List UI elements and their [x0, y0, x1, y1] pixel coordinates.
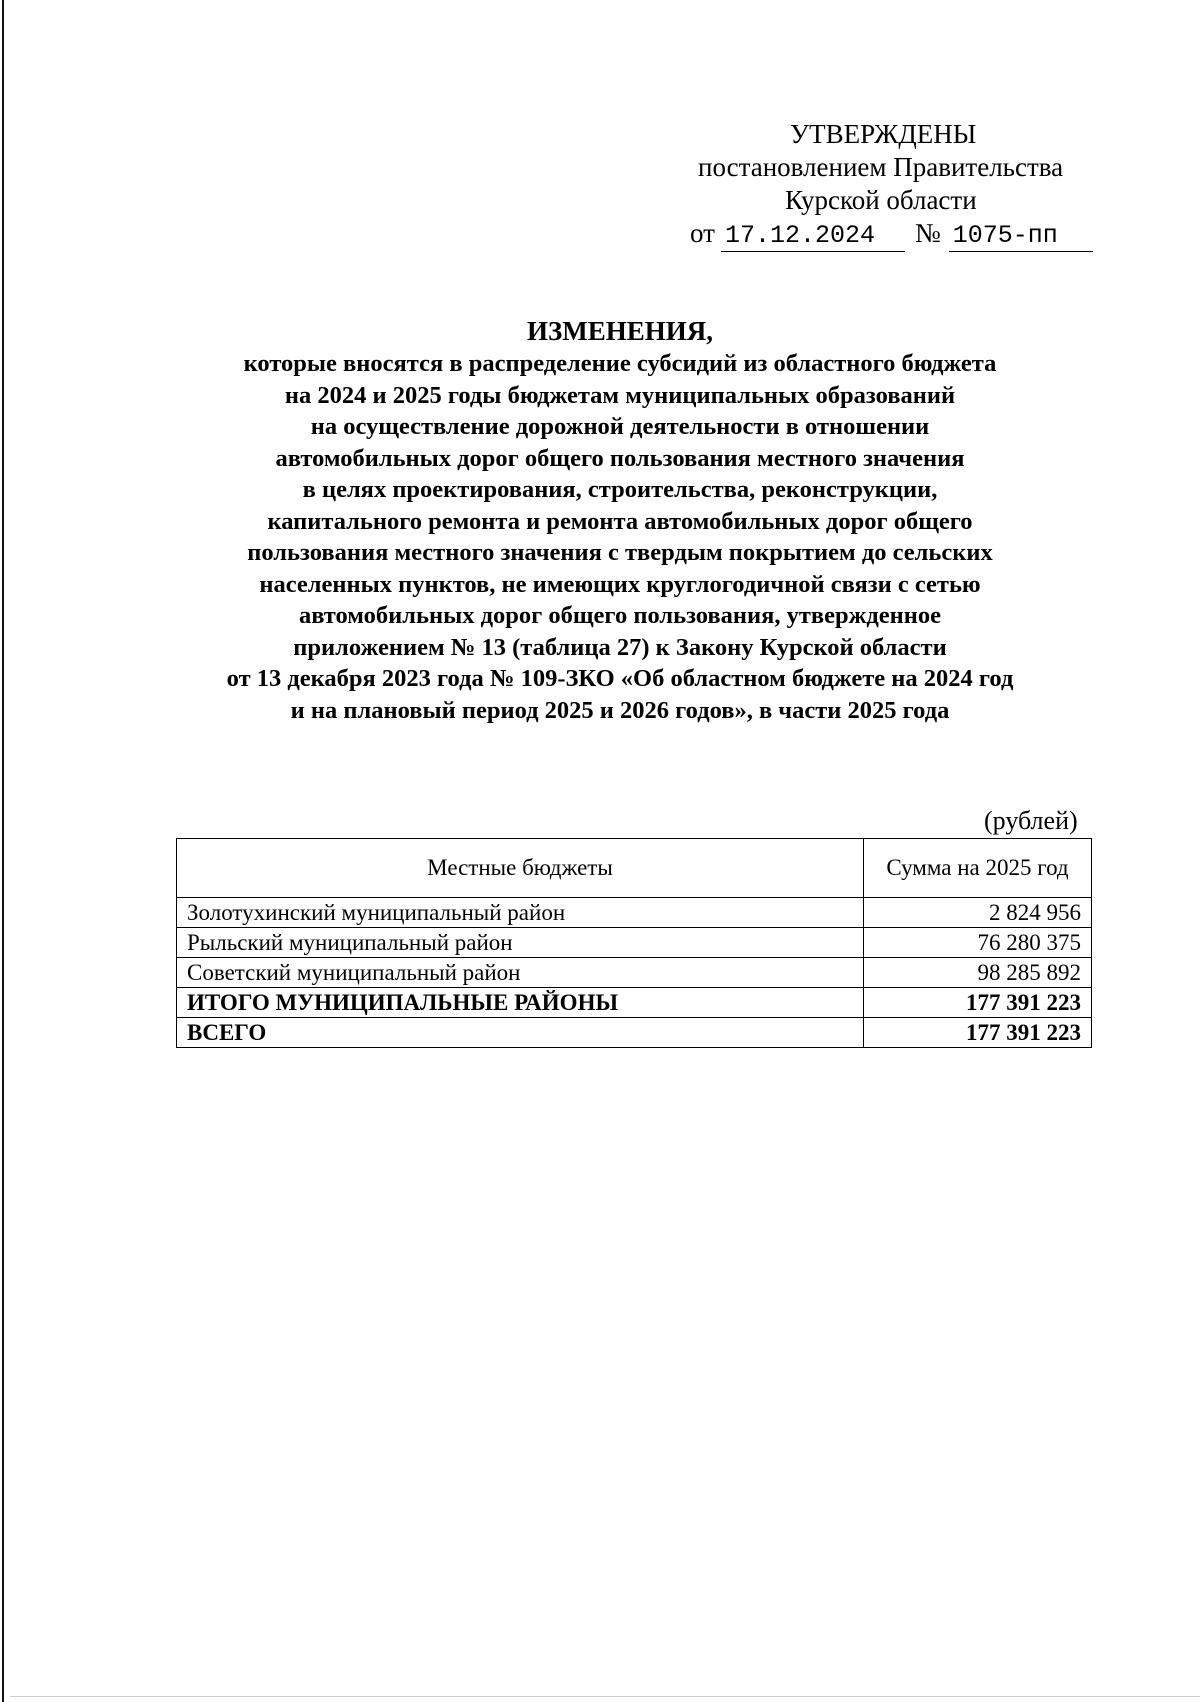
units-label: (рублей) [984, 806, 1078, 835]
total-row [177, 1018, 1092, 1048]
subtitle-line: от 13 декабря 2023 года № 109-ЗКО «Об областном бюджете на 2024 год [226, 665, 1014, 692]
number-label: № [914, 218, 941, 248]
subtotal-name: ИТОГО МУНИЦИПАЛЬНЫЕ РАЙОНЫ [177, 988, 864, 1018]
subtitle-line: приложением № 13 (таблица 27) к Закону Курской области [293, 633, 947, 661]
subtitle-line: автомобильных дорог общего пользования, утвержденное [298, 602, 942, 629]
table-header-row [177, 839, 1092, 898]
decree-date: 17.12.2024 [721, 221, 905, 252]
row-name: Советский муниципальный район [177, 958, 864, 988]
subtotal-amount: 177 391 223 [864, 988, 1092, 1018]
subtitle-line: на осуществление дорожной деятельности в отношении [310, 413, 930, 440]
scan-bottom-edge [10, 1696, 1200, 1697]
subtitle-line: населенных пунктов, не имеющих круглогодичной связи с сетью [259, 570, 981, 598]
title-heading: ИЗМЕНЕНИЯ, [526, 316, 713, 346]
subtitle-line: автомобильных дорог общего пользования местного значения [275, 444, 965, 472]
approval-line-date-number [660, 217, 1100, 252]
subtitle-line: которые вносятся в распределение субсидий из областного бюджета [243, 350, 997, 377]
subtitle-line: и на плановый период 2025 и 2026 годов», в части 2025 года [290, 696, 950, 724]
decree-number: 1075-пп [949, 221, 1093, 252]
subtitle-line: пользования местного значения с твердым покрытием до сельских [247, 539, 993, 566]
approval-line-approved: УТВЕРЖДЕНЫ [790, 119, 977, 149]
approval-line-region: Курской области [785, 185, 977, 215]
row-amount: 98 285 892 [864, 958, 1092, 988]
document-title [150, 314, 1090, 726]
subtitle-line: в целях проектирования, строительства, реконструкции, [302, 476, 938, 503]
subtitle-line: на 2024 и 2025 годы бюджетам муниципальных образований [284, 381, 956, 409]
total-name: ВСЕГО [177, 1018, 864, 1048]
table-row [177, 958, 1092, 988]
approval-stamp [660, 118, 1100, 252]
header-local-budgets: Местные бюджеты [177, 839, 864, 898]
table-row [177, 898, 1092, 928]
total-amount: 177 391 223 [864, 1018, 1092, 1048]
subtotal-row [177, 988, 1092, 1018]
title-subtitle [150, 348, 1090, 726]
subtitle-line: капитального ремонта и ремонта автомобильных дорог общего [267, 507, 973, 535]
approval-line-decree: постановлением Правительства [698, 152, 1064, 182]
row-name: Золотухинский муниципальный район [177, 898, 864, 928]
page-edge [2, 0, 4, 1702]
row-amount: 2 824 956 [864, 898, 1092, 928]
header-amount-2025: Сумма на 2025 год [864, 839, 1092, 898]
date-label: от [690, 218, 715, 248]
budget-table [176, 838, 1092, 1048]
table-row [177, 928, 1092, 958]
row-name: Рыльский муниципальный район [177, 928, 864, 958]
row-amount: 76 280 375 [864, 928, 1092, 958]
